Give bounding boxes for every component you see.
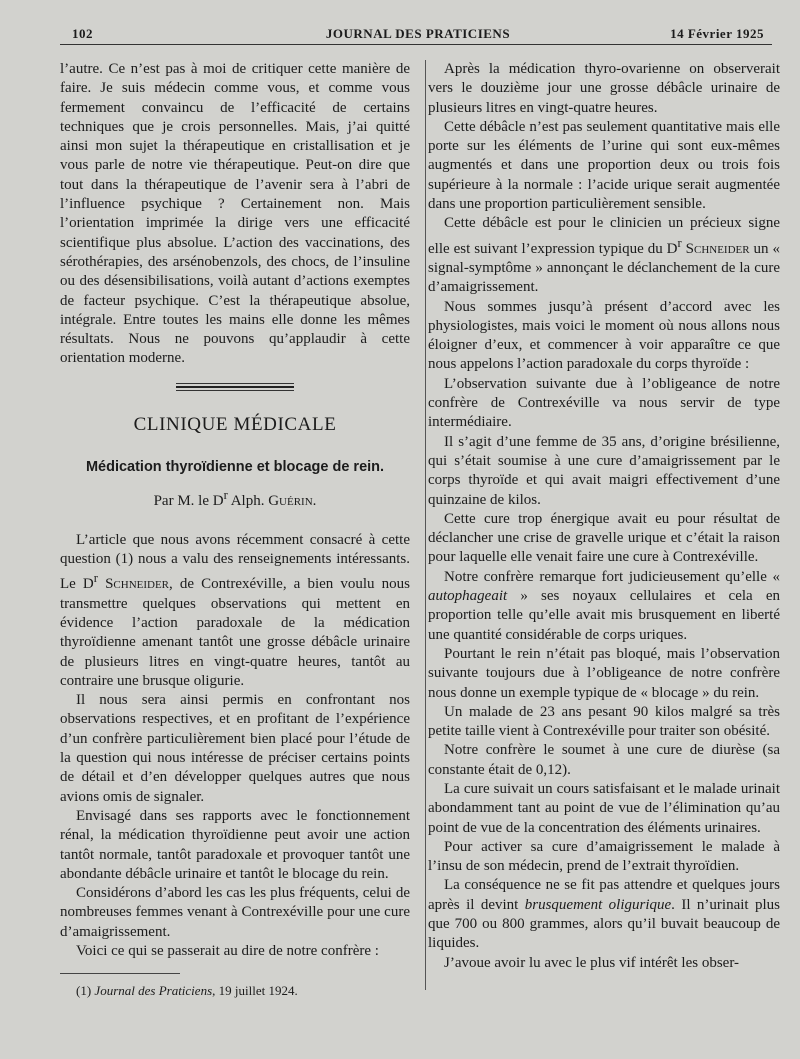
intro-paragraph: l’autre. Ce n’est pas à moi de critiquer cette manière de faire. Je suis médecin comme vous, et comme vous fermement convaincu de l’efficacité de certains techniques que je crois personnelles. Mais, j’ai quitté ainsi mon sujet la thérapeutique en cristallisation et je vous parle de notre vie thérapeutique. Peut-on dire que tout dans la thérapeutique de l’avenir sera à l’abri de l’influence psychique ? Certainement non. Mais l’orientation imprimée la dirige vers une efficacité scientifique plus absolue. L’action des vaccinations, des sérothérapies, des arsénobenzols, des chocs, de l’insuline ou des désensibilisations, voilà autant d’actions exemptes de facteur psychique. C’est la thérapeutique absolue, intégrale. Entre toutes les mains elle donne les mêmes résultats. Nous ne pouvons qu’applaudir à cette orientation moderne. — [60, 61, 410, 367]
article-paragraph: Il nous sera ainsi permis en confrontant nos observations respectives, et en profitant de l’expérience d’un confrère particulièrement bien placé pour l’étude de la question qui nous intéresse de préciser certains points de détail et d’en développer quelques autres que nous avions omis de signaler. — [60, 692, 410, 805]
footnote-number: (1) — [76, 983, 95, 999]
article-paragraph — [428, 568, 780, 645]
text-span: , de Contrexéville, a bien voulu nous transmettre quelques observations qui mettent en évidence l’action paradoxale de la médication thyroïdienne amenant tantôt une grosse débâcle urinaire de plusieurs litres en vingt-quatre heures, tantôt au contraire une brusque oligurie. — [60, 576, 411, 689]
text-span: » ses noyaux cellulaires et cela en proportion telle qu’elle avait mis brusquement en liberté une quantité considérable de corps uriques. — [428, 588, 780, 643]
article-paragraph: Pourtant le rein n’était pas bloqué, mais l’observation suivante toujours due à l’obligeance de notre confrère nous donne un exemple typique de « blocage » du rein. — [428, 645, 780, 701]
article-paragraph: L’observation suivante due à l’obligeance de notre confrère de Contrexéville va nous servir de type intermédiaire. — [428, 375, 780, 431]
article-paragraph — [60, 531, 410, 691]
superscript: r — [677, 235, 682, 250]
page-number: 102 — [72, 26, 93, 41]
article-paragraph: J’avoue avoir lu avec le plus vif intérêt les obser- — [444, 954, 740, 971]
section-ornament-rule — [176, 383, 294, 391]
byline — [60, 485, 410, 511]
footnote-rule — [60, 973, 180, 974]
emphasis: brusquement oligurique — [524, 896, 672, 913]
byline-end: . — [312, 492, 317, 509]
author-name: Schneider — [97, 576, 170, 593]
article-paragraph: Un malade de 23 ans pesant 90 kilos malgré sa très petite taille vient à Contrexéville pour traiter son obésité. — [428, 703, 780, 740]
issue-date: 14 Février 1925 — [670, 26, 764, 41]
article-paragraph: Envisagé dans ses rapports avec le fonctionnement rénal, la médication thyroïdienne peut avoir une action tantôt normale, tantôt paradoxale et provoquer tantôt une abondante débâcle urinaire et tantôt le blocage du rein. — [60, 807, 410, 882]
byline-mid: Alph. — [227, 492, 269, 509]
superscript: r — [93, 571, 98, 586]
article-paragraph — [428, 876, 780, 953]
article-paragraph: Voici ce qui se passerait au dire de notre confrère : — [76, 942, 379, 959]
running-header — [72, 26, 764, 46]
byline-prefix: Par M. le D — [153, 492, 224, 509]
text-span: Cette débâcle est pour le clinicien un précieux signe elle est suivant l’expression typique du D — [428, 215, 780, 257]
article-paragraph: Après la médication thyro-ovarienne on observerait vers le douzième jour une grosse débâcle urinaire de plusieurs litres en vingt-quatre heures. — [428, 61, 780, 116]
right-column — [428, 60, 780, 973]
article-paragraph: Nous sommes jusqu’à présent d’accord avec les physiologistes, mais voici le moment où nous allons nous éloigner d’eux, et commencer à voir apparaître ce que nous appelons l’action paradoxale du corps thyroïde : — [428, 298, 780, 373]
article-paragraph: Considérons d’abord les cas les plus fréquents, celui de nombreuses femmes venant à Contrexéville pour une cure d’amaigrissement. — [60, 885, 410, 940]
text-span: L’article que nous avons récemment consacré à cette question (1) nous a valu des renseignements intéressants. Le D — [60, 531, 410, 593]
footnote-journal: Journal des Praticiens — [94, 983, 213, 999]
column-divider — [425, 60, 426, 990]
footnote — [60, 982, 410, 999]
article-paragraph — [428, 214, 780, 297]
text-span: La conséquence ne se fit pas attendre et quelques jours après il devint — [428, 877, 780, 913]
left-column — [60, 60, 410, 999]
text-span: Notre confrère remarque fort judicieusement qu’elle « — [444, 568, 780, 585]
journal-title: JOURNAL DES PRATICIENS — [325, 26, 511, 41]
article-paragraph: Cette cure trop énergique avait eu pour résultat de déclancher une crise de gravelle urique et c’était la raison pour laquelle elle venait faire une cure à Contrexéville. — [428, 510, 780, 566]
author-name: Schneider — [681, 240, 750, 257]
section-title: CLINIQUE MÉDICALE — [133, 413, 337, 435]
article-paragraph: Cette débâcle n’est pas seulement quantitative mais elle porte sur les éléments de l’urine qui sont eux-mêmes augmentés et dans une proportion deux ou trois fois supérieure à la normale : l’acide urique serait augmentée dans une proportion particulièrement sensible. — [428, 118, 780, 213]
footnote-text: , 19 juillet 1924. — [212, 983, 298, 999]
byline-author: Guérin — [268, 492, 313, 509]
article-title: Médication thyroïdienne et blocage de rein. — [85, 458, 385, 475]
header-rule — [60, 44, 772, 45]
article-paragraph: Notre confrère le soumet à une cure de diurèse (sa constante était de 0,12). — [428, 742, 780, 778]
emphasis: autophageait — [428, 588, 508, 605]
byline-sup: r — [223, 487, 228, 502]
article-paragraph: Il s’agit d’une femme de 35 ans, d’origine brésilienne, qui s’était soumise à une cure d’amaigrissement par le corps thyroïde et qui avait maigri effectivement d’une quinzaine de kilos. — [428, 433, 780, 508]
text-span: un « signal-symptôme » annonçant le déclanchement de la cure d’amaigrissement. — [428, 240, 780, 296]
article-paragraph: La cure suivait un cours satisfaisant et le malade urinait abondamment tant au point de vue de l’élimination qu’au point de vue de la concentration des éléments urinaires. — [428, 780, 780, 836]
text-span: . Il n’urinait plus que 700 ou 800 grammes, alors qu’il buvait beaucoup de liquides. — [428, 896, 780, 952]
article-paragraph: Pour activer sa cure d’amaigrissement le malade à l’insu de son médecin, prend de l’extrait thyroïdien. — [428, 838, 780, 875]
